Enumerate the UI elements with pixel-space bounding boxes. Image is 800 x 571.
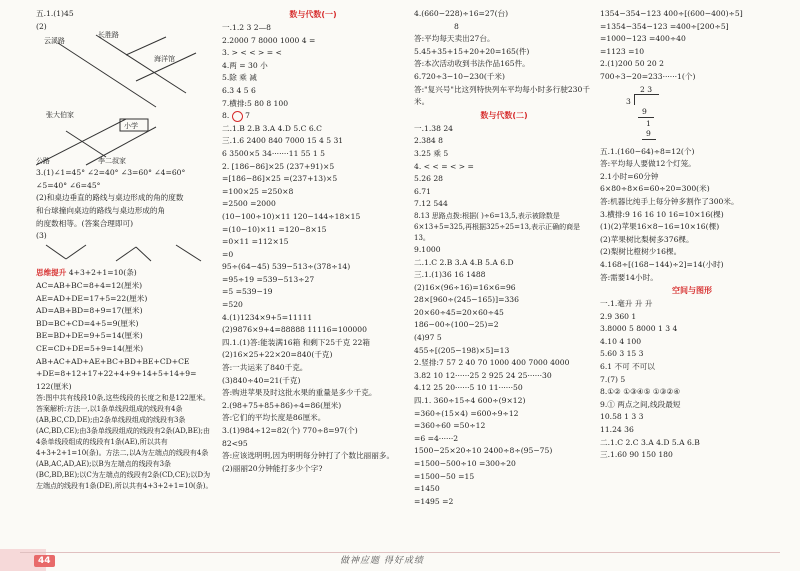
text-line: 3.82 10 12······25 2 925 24 25······30 [414, 370, 552, 380]
page-number: 44 [34, 555, 55, 567]
text-line: 2.1小时=60分钟 [600, 171, 659, 181]
text-line: =0×11 =112×15 [222, 237, 289, 247]
text-line: 4.(660−228)÷16=27(台) [414, 9, 509, 18]
text-line: 8.13 思路点拨:根据( )÷6=13,5,表示被除数是6×13+5=325,再根据325÷25=13,表示正确的商是13。 [414, 211, 581, 242]
text-line: (2)苹果树比梨树多376棵。 [600, 234, 694, 244]
text-line: 答:它们的平均长度是86厘米。 [222, 413, 326, 423]
text-line: 2.384 8 [414, 136, 443, 146]
text-line: 2.(1)200 50 20 2 [600, 59, 664, 69]
text-line: =(10−10)×11 =120−8×15 [222, 224, 327, 234]
text-line: 3.(1)∠1=45° ∠2=40° ∠3=60° ∠4=60° [36, 168, 186, 178]
text-line: BE=BD+DE=9+5=14(厘米) [36, 331, 143, 341]
map-diagram [36, 33, 214, 111]
text-line: =1000−123 =400÷40 [600, 34, 686, 44]
text-line: 答:一共运来了840千克。 [222, 363, 308, 373]
text-line: 455÷[(205−198)×5]=13 [414, 345, 510, 355]
text-line: 6.720÷3−10−230(千米) [414, 71, 505, 81]
text-line: (10−100÷10)×11 120−144÷18×15 [222, 211, 361, 221]
text-line: 一.1.毫升 升 升 [600, 299, 653, 309]
column-1 [36, 8, 214, 511]
text-line: =1500−50 =15 [414, 471, 475, 481]
text-line: 700÷3−20=233······1(个) [600, 71, 696, 81]
text-line: 82<95 [222, 438, 248, 448]
text-line: 的度数相等。(答案合理即可) [36, 218, 134, 228]
text-line: 二.1.C 2.B 3.A 4.B 5.A 6.D [414, 257, 514, 267]
text-line: 1354−354−123 400÷[(600−400)÷5] [600, 9, 743, 18]
text-line: 4.168÷[(168−144)÷2]=14(小时) [600, 259, 724, 269]
diagram-label: 云溪路 [44, 37, 65, 46]
text-span: 8. [222, 111, 230, 121]
text-line: =1495 =2 [414, 496, 454, 506]
text-line: (2) [36, 21, 47, 31]
text-line: =100×25 =250×8 [222, 186, 294, 196]
text-line: 和台球撞向桌边的路线与桌边形成的角 [36, 205, 166, 215]
division-rule [642, 139, 656, 140]
long-division [626, 84, 784, 146]
footer-slogan: 做神应题 得好成绩 [340, 556, 424, 566]
divisor: 3 [626, 96, 631, 106]
page-footer [0, 549, 800, 571]
text-line: +DE=8+12+17+22+4+9+14+5+14+9= [36, 369, 197, 379]
text-line: 答:平均每天卖出27台。 [414, 34, 495, 44]
text-line: 五.1.(160−64)÷8=12(个) [600, 146, 695, 156]
text-line: 三.1.6 2400 840 7000 15 4 5 31 [222, 136, 344, 146]
text-line: 20×60÷45=20×60÷45 [414, 307, 504, 317]
text-line: 9.1000 [414, 244, 441, 254]
text-line: 7.12 544 [414, 199, 448, 209]
text-line: 4.10 4 100 [600, 336, 642, 346]
text-line: 二.1.C 2.C 3.A 4.D 5.A 6.B [600, 437, 700, 447]
text-line: CE=CD+DE=5+9=14(厘米) [36, 343, 144, 353]
text-line: 4. < < = < > = [414, 161, 474, 171]
text-line: 3.25 乘 5 [414, 148, 449, 158]
text-line: (2)丽丽20分钟能打多少个字? [222, 463, 323, 473]
text-line: 8 [454, 21, 459, 31]
text-line: 11.24 36 [600, 425, 634, 435]
text-line: =1500−500÷10 =300÷20 [414, 459, 516, 468]
text-line: 一.1.2 3 2—8 [222, 23, 271, 32]
column-4 [600, 8, 784, 462]
column-3 [414, 8, 594, 508]
text-line [36, 267, 214, 280]
text-line: 6 3500×5 34·······11 55 1 5 [222, 148, 325, 158]
section-header: 数与代数(二) [480, 110, 528, 120]
column-2 [222, 8, 404, 475]
diagram-label: 李二叔家 [98, 157, 126, 166]
section-header: 数与代数(一) [289, 10, 337, 19]
text-line: 3.(1)984÷12=82(个) 770÷8=97(个) [222, 426, 358, 435]
text-line: 三.1.60 90 150 180 [600, 450, 673, 460]
text-line: =1123 =10 [600, 46, 645, 56]
text-line: 3. > < < > = < [222, 48, 282, 58]
text-line: 5.60 3 15 3 [600, 349, 644, 359]
text-line: 二.1.B 2.B 3.A 4.D 5.C 6.C [222, 123, 322, 133]
text-line: 4.12 25 20······5 10 11······50 [414, 383, 523, 393]
text-line: 7.横排:5 80 8 100 [222, 98, 289, 108]
quotient: 2 3 [640, 84, 653, 94]
text-line: 9.① 两点之间,线段最短 [600, 399, 681, 409]
text-line: 1500−25×20÷10 2400÷8÷(95−75) [414, 446, 553, 456]
text-line: AB+AC+AD+AE+BC+BD+BE+CD+CE [36, 356, 190, 366]
diagram-label: 海洋馆 [154, 55, 175, 64]
text-line: 一.1.38 24 [414, 123, 453, 133]
text-line: AE=AD+DE=17+5=22(厘米) [36, 293, 148, 303]
text-line: 6.3 4 5 6 [222, 85, 256, 95]
text-line: 5.除 乘 减 [222, 73, 257, 83]
text-line: 6.1 不可 不可以 [600, 362, 655, 372]
text-line: (2)9876×9+4=88888 11116=100000 [222, 325, 367, 335]
text-line: AD=AB+BD=8+9=17(厘米) [36, 306, 143, 316]
text-line: 122(厘米) [36, 381, 72, 391]
division-step: 9 [642, 106, 647, 116]
text-line: 6.71 [414, 186, 431, 196]
division-bracket [634, 94, 659, 105]
text-line: =360÷(15×4) =600÷9÷12 [414, 408, 519, 418]
text-line: (1)(2)苹果16×8−16=10×16(棵) [600, 222, 720, 232]
text-line: 5.45+35+15+20+20=165(件) [414, 46, 530, 56]
billiard-diagram [36, 243, 206, 263]
text-line: 8.①② ①③④⑤ ①③②④ [600, 387, 681, 397]
text-line: 3.横排:9 16 16 10 16=10×16(棵) [600, 209, 724, 219]
division-step: 1 [646, 118, 651, 128]
section-title: 思维提升 [36, 268, 67, 278]
text-line: 答:需要14小时。 [600, 272, 658, 282]
section-header: 空间与图形 [672, 286, 712, 296]
text-line: 2.9 360 1 [600, 311, 637, 321]
text-line: (4)97 5 [414, 333, 442, 343]
text-line: =2500 =2000 [222, 199, 276, 209]
text-line: 答:应该选明明,因为明明每分钟打了个数比丽丽多。 [222, 451, 395, 461]
text-line: AC=AB+BC=8+4=12(厘米) [36, 280, 143, 290]
text-line: =5 =539−19 [222, 287, 273, 297]
text-line: 五.1.(1)45 [36, 9, 74, 18]
text-line: 2.竖排:7 57 2 40 70 1000 400 7000 4000 [414, 358, 570, 368]
text-line: (2)梨树比橙树少16棵。 [600, 247, 682, 257]
text-line: 答:"复兴号"比这列特快列车平均每小时多行驶230千米。 [414, 84, 590, 107]
text-line: BD=BC+CD=4+5=9(厘米) [36, 318, 139, 328]
text-line: 8. 7 [222, 111, 250, 121]
text-line: 四.1.(1)答:能装满16箱 和剩下25千克 22箱 [222, 337, 370, 347]
text-line: =520 [222, 300, 243, 310]
text-line: 2.(98+75+85+86)÷4=86(厘米) [222, 400, 342, 410]
text-line: 3.8000 5 8000 1 3 4 [600, 324, 678, 334]
text-line: =95÷19 =539−513÷27 [222, 274, 315, 284]
text-span: 4+3+2+1=10(条) [68, 268, 137, 278]
text-line: 95÷(64−45) 539−513÷(378÷14) [222, 262, 351, 272]
text-line: 6×80÷8×6=60÷20=300(米) [600, 184, 710, 194]
text-line: ∠5=40° ∠6=45° [36, 180, 101, 190]
text-line: (2)16×25+22×20=840(千克) [222, 350, 333, 360]
text-line: 4.两 = 30 小 [222, 60, 268, 70]
text-line: 三.1.(1)36 16 1488 [414, 270, 486, 280]
text-line: (3)840÷40=21(千克) [222, 375, 301, 385]
text-line: 答:本次活动收到书法作品165件。 [414, 59, 530, 69]
text-line: 2.2000 7 8000 1000 4 = [222, 35, 316, 45]
text-line: =[186−86]×25 =(237+13)×5 [222, 174, 338, 184]
text-line: 10.58 1 3 3 [600, 412, 644, 422]
text-line: 2. [186−86]×25 (237+91)×5 [222, 161, 335, 171]
diagram-label: 小学 [124, 122, 138, 131]
text-line: 5.26 28 [414, 174, 443, 184]
text-line: 答:机器比纯手上每分钟多割作了300米。 [600, 196, 739, 206]
text-line: =6 =4······2 [414, 433, 459, 443]
text-line: 答:平均每人要做12个灯笼。 [600, 159, 696, 169]
text-line: 4.(1)1234×9+5=11111 [222, 312, 313, 322]
text-line: (3) [36, 231, 47, 241]
text-line: =1450 [414, 484, 440, 494]
text-line: =360÷60 =50÷12 [414, 421, 486, 431]
text-line: (2)和桌边垂直的路线与桌边形成的角的度数 [36, 193, 184, 203]
text-line: 186−00÷(100−25)=2 [414, 320, 499, 330]
text-line: 28×[960÷(245−165)]=336 [414, 295, 519, 305]
diagram-label: 长胜路 [98, 31, 119, 40]
text-line: =0 [222, 249, 234, 259]
text-line: (2)16×(96÷16)=16×6=96 [414, 282, 516, 292]
text-line: 答:购进苹果及时这批水果的重量是多少千克。 [222, 388, 377, 398]
diagram-label: 公路 [36, 157, 50, 166]
text-line: =1354−354−123 =400÷[200÷5] [600, 21, 729, 31]
text-line: 四.1. 360÷15÷4 600÷(9×12) [414, 396, 526, 406]
answer-paragraph: 答:图中共有线段10条,这些线段的长度之和是122厘米。 答案解析:方法一,以1条单线段组成的线段有4条(AB,BC,CD,DE);由2条单线段组成的线段有3条(AC,BD,CE);由3条单线段组成的线段有2条(AD,BE);由4条单线段组成的线段有1条(AE),所以共有4+3+2+1=10(条)。方法二,以A为左端点的线段有4条(AB,AC,AD,AE);以B为左端点的线段有3条(BC,BD,BE);以C为左端点的线段有2条(CD,CE);以D为左端点的线段有1条(DE),所以共有4+3+2+1=10(条)。 [36, 394, 213, 491]
text-line: 7.(7) 5 [600, 374, 626, 384]
road-diagram [36, 111, 214, 167]
diagram-label: 张大伯家 [46, 111, 74, 120]
division-step: 9 [646, 128, 651, 138]
circle-shape-icon [232, 111, 243, 122]
